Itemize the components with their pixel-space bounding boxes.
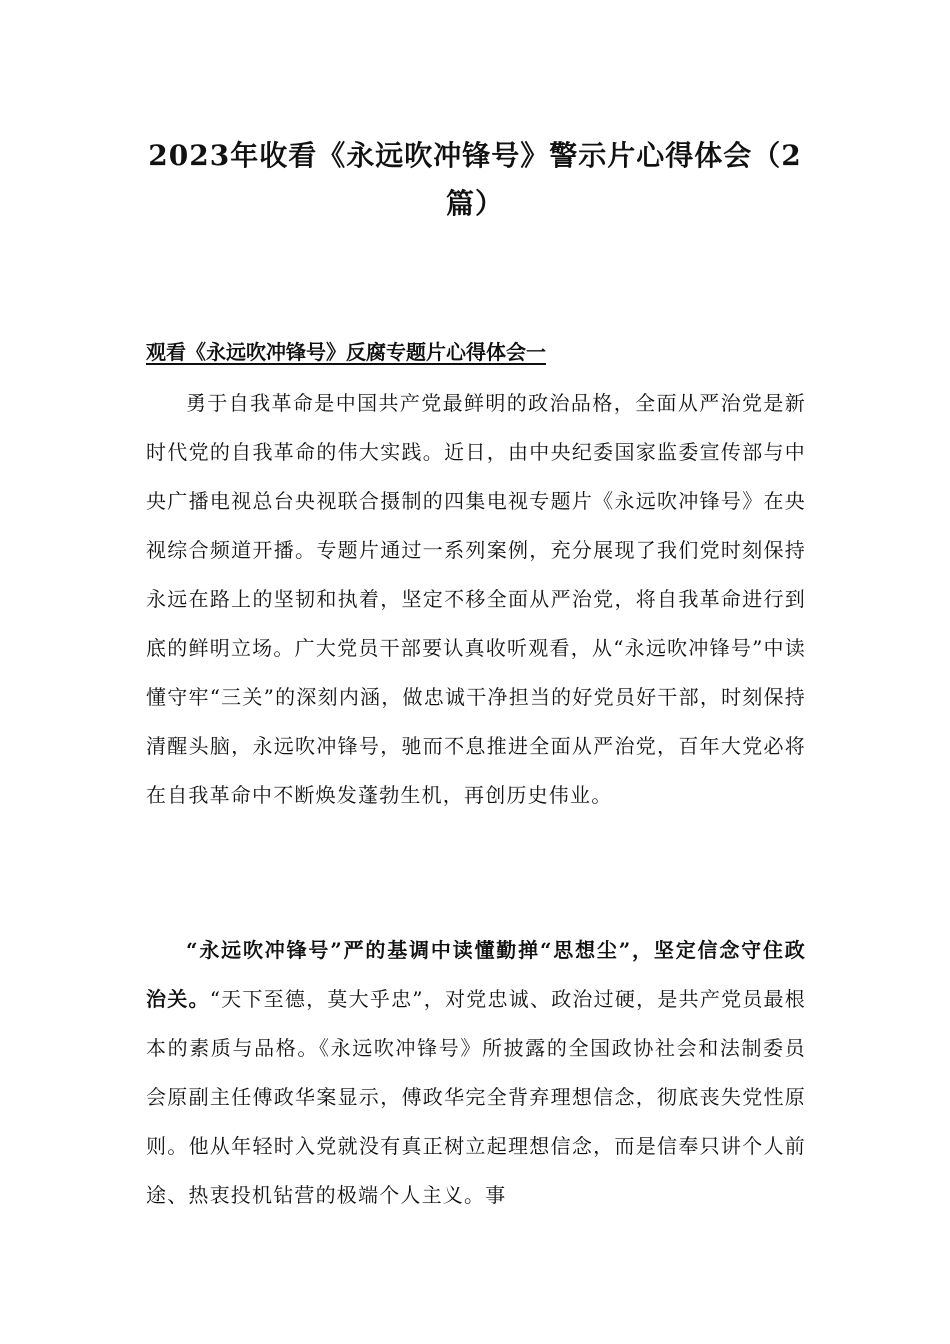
paragraph-1-text: 勇于自我革命是中国共产党最鲜明的政治品格，全面从严治党是新时代党的自我革命的伟大实践。近日，由中央纪委国家监委宣传部与中央广播电视总台央视联合摄制的四集电视专题片《永远吹冲锋号》在央视综合频道开播。专题片通过一系列案例，充分展现了我们党时刻保持永远在路上的坚韧和执着，坚定不移全面从严治党，将自我革命进行到底的鲜明立场。广大党员干部要认真收听观看，从“永远吹冲锋号”中读懂守牢“三关”的深刻内涵，做忠诚干净担当的好党员好干部，时刻保持清醒头脑，永远吹冲锋号，驰而不息推进全面从严治党，百年大党必将在自我革命中不断焕发蓬勃生机，再创历史伟业。 bbox=[146, 391, 806, 807]
paragraph-2-lead: “永远吹冲锋号”严的基调中读懂勤掸“思想尘”，坚定信念守住政治关。 bbox=[146, 938, 806, 1011]
body-paragraph-2 bbox=[146, 926, 806, 1220]
paragraph-2-text: “天下至德，莫大乎忠”，对党忠诚、政治过硬，是共产党员最根本的素质与品格。《永远吹冲锋号》所披露的全国政协社会和法制委员会原副主任傅政华案显示，傅政华完全背弃理想信念，彻底丧失党性原则。他从年轻时入党就没有真正树立起理想信念，而是信奉只讲个人前途、热衷投机钻营的极端个人主义。事 bbox=[146, 987, 806, 1207]
document-title: 2023年收看《永远吹冲锋号》警示片心得体会（2篇） bbox=[148, 139, 802, 220]
section-heading: 观看《永远吹冲锋号》反腐专题片心得体会一 bbox=[146, 340, 546, 364]
body-paragraph-1 bbox=[146, 379, 806, 820]
